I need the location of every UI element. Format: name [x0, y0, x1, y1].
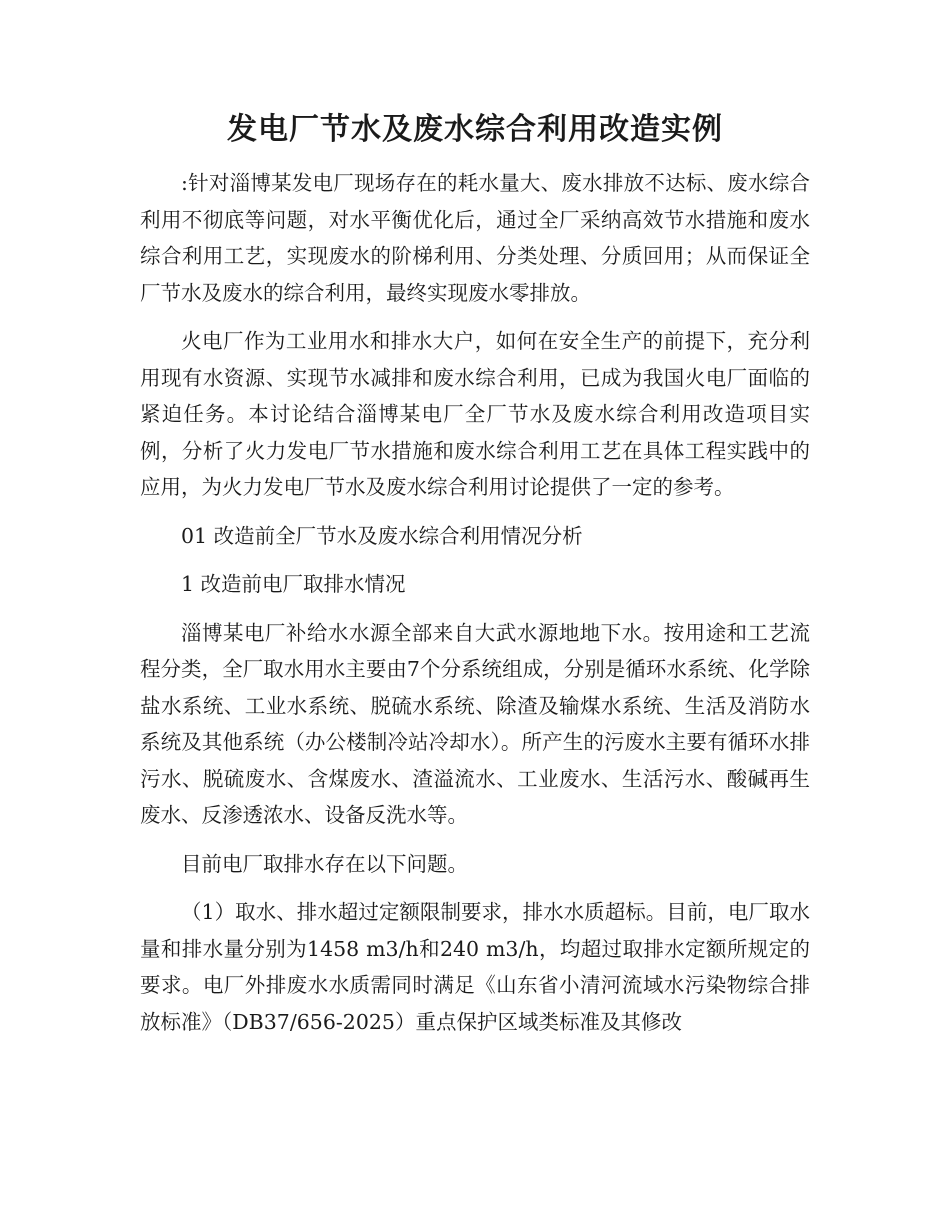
document-body [140, 165, 810, 1040]
problems-intro-paragraph: 目前电厂取排水存在以下问题。 [181, 851, 468, 876]
page-title: 发电厂节水及废水综合利用改造实例 [227, 112, 723, 147]
abstract-paragraph: :针对淄博某发电厂现场存在的耗水量大、废水排放不达标、废水综合利用不彻底等问题，对水平衡优化后，通过全厂采纳高效节水措施和废水综合利用工艺，实现废水的阶梯利用、分类处理、分质回用；从而保证全厂节水及废水的综合利用，最终实现废水零排放。 [140, 171, 810, 305]
water-source-paragraph: 淄博某电厂补给水水源全部来自大武水源地地下水。按用途和工艺流程分类，全厂取水用水主要由7个分系统组成，分别是循环水系统、化学除盐水系统、工业水系统、脱硫水系统、除渣及输煤水系统、生活及消防水系统及其他系统（办公楼制冷站冷却水）。所产生的污废水主要有循环水排污水、脱硫废水、含煤废水、渣溢流水、工业废水、生活污水、酸碱再生废水、反渗透浓水、设备反洗水等。 [140, 620, 810, 827]
section-heading: 01 改造前全厂节水及废水综合利用情况分析 [181, 523, 583, 548]
intro-paragraph: 火电厂作为工业用水和排水大户，如何在安全生产的前提下，充分利用现有水资源、实现节水减排和废水综合利用，已成为我国火电厂面临的紧迫任务。本讨论结合淄博某电厂全厂节水及废水综合利用改造项目实例，分析了火力发电厂节水措施和废水综合利用工艺在具体工程实践中的应用，为火力发电厂节水及废水综合利用讨论提供了一定的参考。 [140, 329, 810, 499]
subsection-heading: 1 改造前电厂取排水情况 [181, 572, 406, 596]
problem-1-paragraph: （1）取水、排水超过定额限制要求，排水水质超标。目前，电厂取水量和排水量分别为1458 m3/h和240 m3/h，均超过取排水定额所规定的要求。电厂外排废水水质需同时满足《山东省小清河流域水污染物综合排放标准》（DB37/656-2025）重点保护区域类标准及其修改 [140, 900, 810, 1034]
